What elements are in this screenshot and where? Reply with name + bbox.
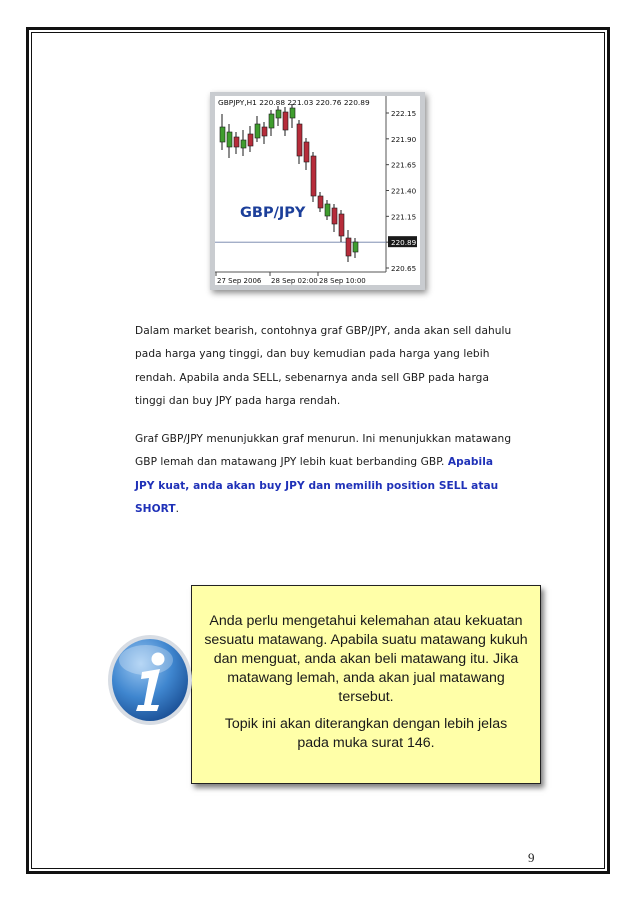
note-reference-text: Topik ini akan diterangkan dengan lebih jelas pada muka surat 146. [224,716,508,751]
page-number: 9 [528,850,535,865]
candle-body [346,238,351,256]
candle-body [311,156,316,196]
candle-body [234,137,239,147]
candle-body [220,127,225,142]
price-tick-label: 221.65 [391,160,417,170]
chart-logo: GBP/JPY [240,205,306,221]
info-icon [106,633,194,727]
note-main-text: Anda perlu mengetahui kelemahan atau kekuatan sesuatu matawang. Apabila suatu matawang kukuh dan menguat, anda akan beli matawang itu. Jika matawang lemah, anda akan jual matawang tersebut. [204,613,528,705]
chart-panel [215,96,420,285]
candle-body [304,142,309,162]
time-tick-label: 27 Sep 2006 [217,277,262,285]
candle-body [269,114,274,128]
candle-body [255,124,260,138]
price-tick-label: 221.90 [391,134,417,144]
time-tick-label: 28 Sep 10:00 [319,277,366,285]
candle-body [283,112,288,130]
gbpjpy-candlestick-chart [210,92,425,290]
highlight-text: Apabila JPY kuat, anda akan buy JPY dan memilih position SELL atau SHORT [135,456,499,515]
candle-body [325,204,330,216]
candle-body [318,196,323,208]
candle-body [227,132,232,147]
time-tick-label: 28 Sep 02:00 [271,277,318,285]
bearish-market-paragraph: Dalam market bearish, contohnya graf GBP/JPY, anda akan sell dahulu pada harga yang tinggi, dan buy kemudian pada harga yang lebih rendah. Apabila anda SELL, sebenarnya anda sell GBP pada harga tinggi dan buy JPY pada harga rendah. [135,325,512,407]
candle-body [353,242,358,252]
candle-body [297,124,302,156]
candle-body [248,134,253,146]
price-tick-label: 220.65 [391,264,417,273]
paragraph-end-text: . [175,502,180,515]
price-tick-label: 221.15 [391,212,417,222]
candle-body [332,208,337,224]
gbp-weak-paragraph [135,428,515,521]
current-price-label: 220.89 [391,238,417,248]
candle-body [339,214,344,236]
paragraph-body-text: Graf GBP/JPY menunjukkan graf menurun. Ini menunjukkan matawang GBP lemah dan matawang JPY lebih kuat berbanding GBP. [135,433,512,469]
chart-header: GBPJPY,H1 220.88 221.03 220.76 220.89 [218,98,370,107]
price-tick-label: 221.40 [391,186,417,196]
gbpjpy-chart-image [210,92,425,290]
price-tick-label: 222.15 [391,109,417,118]
info-note-box [191,585,541,784]
candle-body [241,140,246,148]
candle-body [290,108,295,118]
candle-body [262,127,267,136]
candle-body [276,110,281,118]
